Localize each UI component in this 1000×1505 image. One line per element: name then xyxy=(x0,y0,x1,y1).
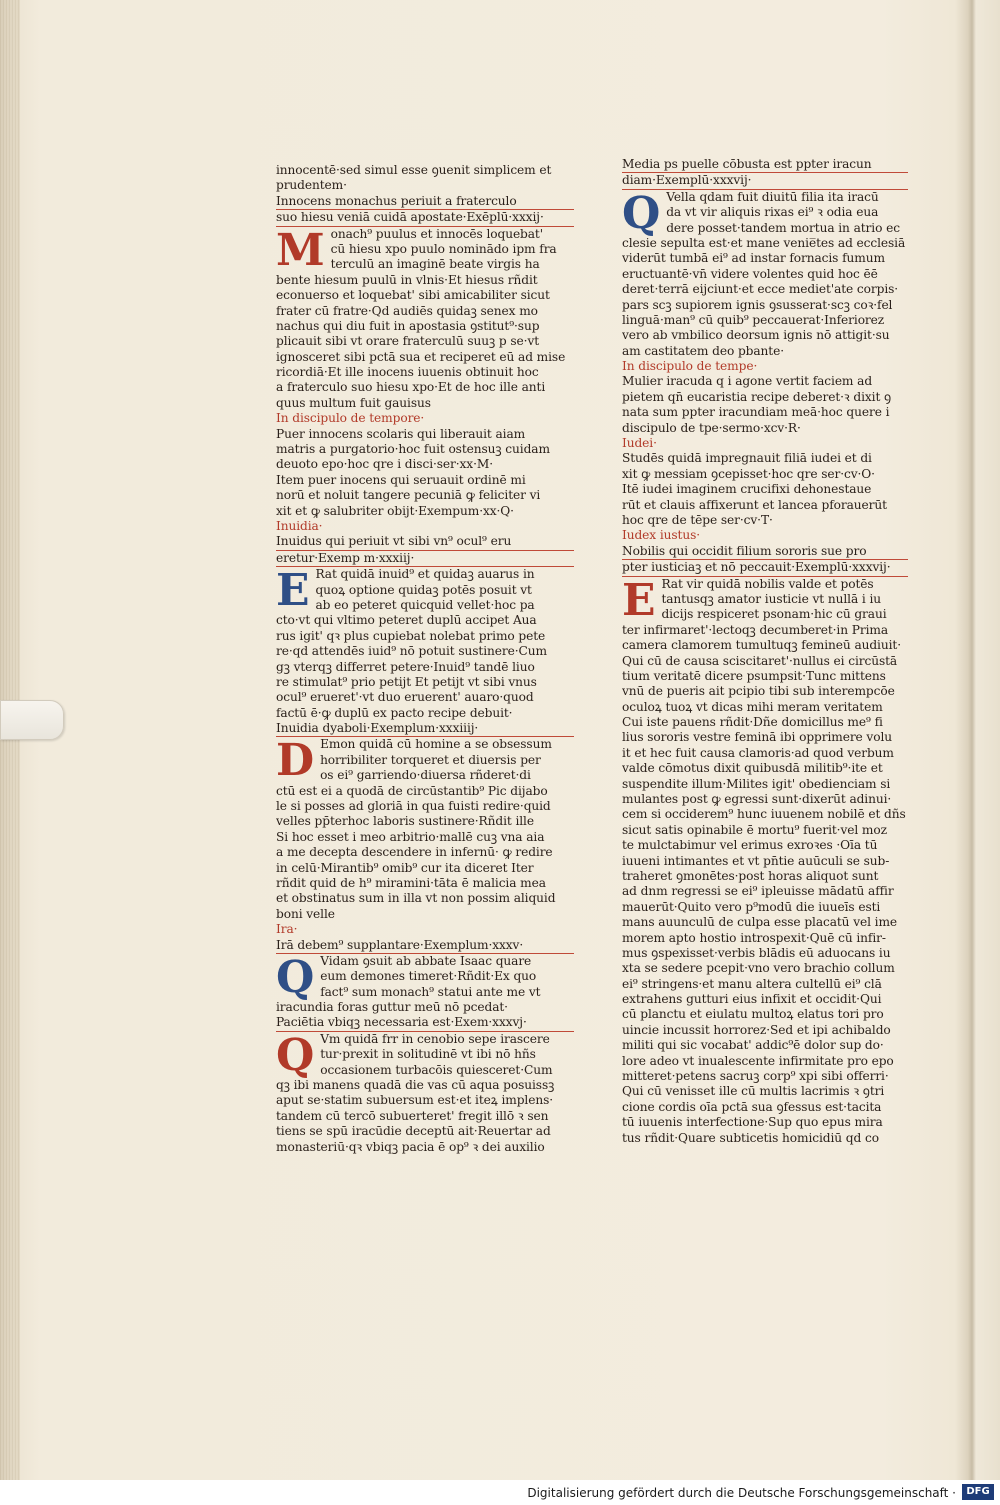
text-line: Si hoc esset i meo arbitrio·mallē cuꝫ vna aia xyxy=(276,829,545,844)
text-line: occasionem turbacōis quiesceret·Cum xyxy=(320,1062,553,1077)
text-line: ad dnm regressi se ei⁹ ipleuisse mādatū affir xyxy=(622,884,894,899)
text-line: hoc qre de tēpe ser·cv·T· xyxy=(622,512,773,527)
text-line: iracundia foras guttur meū nō pcedat· xyxy=(276,1000,508,1015)
text-line: ab eo peteret quicquid vellet·hoc pa xyxy=(315,597,535,612)
text-line: ter infirmaret'·lectoqꝫ decumberet·in Prima xyxy=(622,622,888,637)
text-line: ctū est ei a quodā de circūstantib⁹ Pic dijabo xyxy=(276,783,548,798)
text-line: am castitatem deo pbante· xyxy=(622,343,784,358)
text-line: mitteret·petens sacruꝫ corp⁹ xpi sibi offerri· xyxy=(622,1069,889,1084)
text-line: valde cōmotus dixit quibusdā militib⁹·ite et xyxy=(622,761,883,776)
text-line: le si posses ad gloriā in qua fuisti redire·quid xyxy=(276,799,551,814)
text-line: terculū an imaginē beate virgis ha xyxy=(330,257,540,272)
text-line: iuueni intimantes et vt pn̄tie auūculi se sub- xyxy=(622,853,890,868)
paragraph xyxy=(276,737,574,922)
left-text-column xyxy=(276,163,574,1155)
text-line: frater cū fratre·Qd audiēs quidaꝫ senex mo xyxy=(276,303,538,318)
text-line: Puer innocens scolaris qui liberauit aiam xyxy=(276,426,526,441)
text-line: clesie sepulta est·et mane venie̅tes ad ecclesiā xyxy=(622,235,906,250)
text-line: deuoto epo·hoc qre i disci·ser·xx·M· xyxy=(276,457,494,472)
rubric-heading: Paciētia vbiqꝫ necessaria est·Exem·xxxvj· xyxy=(276,1015,574,1031)
paragraph xyxy=(276,427,574,473)
text-line: velles pp̄terhoc laboris sustinere·Rñdit ille xyxy=(276,814,534,829)
text-line: quoꝝ optione quidaꝫ potēs posuit vt xyxy=(315,582,532,597)
text-line: traheret ꝯmonētes·post horas aliquot sunt xyxy=(622,868,879,883)
text-line: boni velle xyxy=(276,906,335,921)
text-line: bente hiesum puulū in vlnis·Et hiesus rñdit xyxy=(276,272,538,287)
text-line: dere posset·tandem mortua in atrio ec xyxy=(666,220,900,235)
rubric-heading: Innocens monachus periuit a fraterculo xyxy=(276,194,574,210)
text-line: innocentē·sed simul esse ꝯuenit simplicem et xyxy=(276,163,552,177)
rubric-heading: Nobilis qui occidit filium sororis sue pro xyxy=(622,544,908,560)
paragraph xyxy=(276,473,574,519)
text-line: cū hiesu xpo puulo nominādo ipm fra xyxy=(330,241,557,256)
dfg-logo-icon: DFG xyxy=(962,1484,994,1500)
text-line: viderūt tumbā ei⁹ ad instar fornacis fumum xyxy=(622,251,885,266)
paragraph xyxy=(276,951,574,1016)
text-line: Rat vir quidā nobilis valde et potēs xyxy=(661,576,874,591)
text-line: Emon quidā cū homine a se obsessum xyxy=(320,737,552,752)
text-line: sicut satis opinabile ē mortu⁹ fuerit·vel moz xyxy=(622,822,887,837)
rubric-heading: Media ps puelle cōbusta est ppter iracun xyxy=(622,157,908,173)
text-line: camera clamorem tumultuqꝫ femineū audiuit· xyxy=(622,638,901,653)
footer-bar xyxy=(0,1480,1000,1505)
text-line: pietem qn̄ eucaristia recipe deberet·ꝛ dixit ꝯ xyxy=(622,389,892,404)
section-heading: In discipulo de tempore· xyxy=(276,411,425,426)
text-line: nata sum ppter iracundiam meā·hoc quere i xyxy=(622,405,890,420)
text-line: fact⁹ sum monach⁹ statui ante me vt xyxy=(320,984,541,999)
text-line: Qui cū venisset ille cū multis lacrimis ꝛ ꝯtri xyxy=(622,1084,885,1099)
text-line: ignosceret sibi pctā sua et reciperet eū ad mise xyxy=(276,349,566,364)
para-a xyxy=(276,163,574,194)
text-line: linguā·man⁹ cū quib⁹ peccauerat·Inferiorez xyxy=(622,312,885,327)
text-line: Cui iste pauens rñdit·Dñe domicillus me⁹ fi xyxy=(622,715,883,730)
text-line: os ei⁹ garriendo·diuersa rñderet·di xyxy=(320,768,531,783)
text-line: tū iuuenis interfectione·Sup quo epus mira xyxy=(622,1115,883,1130)
rubric-heading: Inuidia dyaboli·Exemplum·xxxiiij· xyxy=(276,721,574,737)
rubric-heading: Inuidus qui periuit vt sibi vn⁹ ocul⁹ eru xyxy=(276,534,574,550)
decorated-initial: D xyxy=(276,735,315,787)
text-line: morem apto hostio introspexit·Quē cū infir- xyxy=(622,930,886,945)
text-line: lius sororis vestre feminā ibi opprimere volu xyxy=(622,730,892,745)
text-line: Studēs quidā impregnauit filiā iudei et di xyxy=(622,451,872,466)
text-line: da vt vir aliquis rixas ei⁹ ꝛ odia eua xyxy=(666,205,879,220)
decorated-initial: Q xyxy=(276,1029,315,1081)
section-heading: Ira· xyxy=(276,922,298,937)
text-line: onach⁹ puulus et innocēs loquebat' xyxy=(330,226,543,241)
text-line: rñdit quid de h⁹ miramini·tāta ē malicia mea xyxy=(276,875,546,890)
text-line: xta se sedere pcepit·vno vero brachio collum xyxy=(622,961,895,976)
text-line: cione cordis oīa pctā sua ꝯfessus est·tacita xyxy=(622,1099,882,1114)
text-line: ei⁹ stringens·et manu altera cultellū ei⁹ clā xyxy=(622,976,882,991)
text-line: quus multum fuit gauisus xyxy=(276,395,431,410)
text-line: xit et ꝙ salubriter obijt·Exempum·xx·Q· xyxy=(276,503,514,518)
text-line: extrahens gutturi eius infixit et occidit·Qui xyxy=(622,992,882,1007)
text-line: Vella qdam fuit diuitū filia ita iracū xyxy=(666,189,879,204)
paragraph xyxy=(622,187,908,359)
decorated-initial: Q xyxy=(622,187,661,239)
text-line: a fraterculo suo hiesu xpo·Et de hoc ille anti xyxy=(276,380,546,395)
text-line: eum demones timeret·Rñdit·Ex quo xyxy=(320,969,537,984)
section-heading: Iudex iustus· xyxy=(622,528,701,543)
text-line: ricordiā·Et ille inocens iuuenis obtinuit hoc xyxy=(276,365,539,380)
text-line: cū planctu et eiulatu multoꝝ elatus tori pro xyxy=(622,1007,884,1022)
text-line: tantusqꝫ amator iusticie vt nullā i iu xyxy=(661,591,881,606)
funding-credit: Digitalisierung gefördert durch die Deutsche Forschungsgemeinschaft · xyxy=(527,1486,956,1500)
text-line: Vidam ꝯsuit ab abbate Isaac quare xyxy=(320,953,532,968)
text-line: qꝫ ibi manens quadā die vas cū aqua posuissꝫ xyxy=(276,1078,555,1093)
text-line: uincie incussit horrorez·Sed et ipi achibaldo xyxy=(622,1022,891,1037)
text-line: lore adeo vt inualescente infirmitate pro epo xyxy=(622,1053,894,1068)
text-line: in celū·Mirantib⁹ omib⁹ cur ita diceret Iter xyxy=(276,860,534,875)
text-line: te mulctabimur vel erimus exroꝛes ·Oīa tū xyxy=(622,838,878,853)
paragraph xyxy=(276,567,574,721)
text-line: mulantes post ꝙ egressi sunt·dixerūt adinui· xyxy=(622,792,892,807)
text-line: dicijs respiceret psonam·hic cū graui xyxy=(661,607,887,622)
text-line: aput se·statim subuersum est·et iteꝝ implens· xyxy=(276,1093,553,1108)
text-line: rus igit' qꝛ plus cupiebat nolebat primo pete xyxy=(276,628,546,643)
text-line: Qui cū de causa sciscitaret'·nullus ei circūstā xyxy=(622,653,898,668)
text-line: plicauit sibi vt orare fraterculū suuꝫ p se·vt xyxy=(276,334,540,349)
text-line: Rat quidā inuid⁹ et quidaꝫ auarus in xyxy=(315,567,535,582)
text-line: horribiliter torqueret et diuersis per xyxy=(320,752,541,767)
text-line: pars scꝫ supiorem ignis ꝯsusserat·scꝫ coꝛ·fel xyxy=(622,297,893,312)
text-line: factū ē·ꝙ duplū ex pacto recipe debuit· xyxy=(276,705,513,720)
decorated-initial: E xyxy=(276,565,310,617)
text-line: xit ꝙ messiam ꝯcepisset·hoc qre ser·cv·O· xyxy=(622,466,875,481)
text-line: re·qd attendēs iuid⁹ nō potuit sustinere·Cum xyxy=(276,644,547,659)
text-line: tiens se spū iracūdie deceptū ait·Reuertar ad xyxy=(276,1124,551,1139)
text-line: Vm quidā frr in cenobio sepe irascere xyxy=(320,1031,550,1046)
text-line: ocul⁹ erueret'·vt duo eruerent' auaro·quod xyxy=(276,690,534,705)
text-line: tur·prexit in solitudinē vt ibi nō hñs xyxy=(320,1047,536,1062)
text-line: Item puer inocens qui seruauit ordinē mi xyxy=(276,472,526,487)
text-line: tium veritatē dicere psumpsit·Tunc mittens xyxy=(622,668,886,683)
text-line: Mulier iracuda q i agone vertit faciem ad xyxy=(622,374,873,389)
section-heading: In discipulo de tempe· xyxy=(622,359,758,374)
text-line: mauerūt·Quito vero p⁹modū die iuueīs esti xyxy=(622,899,881,914)
text-line: re stimulat⁹ prio petijt Et petijt vt sibi vnus xyxy=(276,674,537,689)
bookmark-strip xyxy=(0,700,64,740)
decorated-initial: E xyxy=(622,574,656,626)
text-line: oculoꝝ tuoꝝ vt dicas mihi meram veritatem xyxy=(622,699,883,714)
text-line: discipulo de tpe·sermo·xcv·R· xyxy=(622,420,801,435)
rubric-heading: eretur·Exemp m·xxxiij· xyxy=(276,551,574,567)
text-line: tus rñdit·Quare subticetis homicidiū qd co xyxy=(622,1130,879,1145)
section-heading: Iudei· xyxy=(622,436,657,451)
rubric-heading: diam·Exemplū·xxxvij· xyxy=(622,173,908,189)
text-line: cto·vt qui vltimo peteret duplū accipet Aua xyxy=(276,613,537,628)
paragraph xyxy=(622,374,908,436)
text-line: suspendite illum·Milites igit' obedienciam si xyxy=(622,776,891,791)
rubric-heading: Irā debem⁹ supplantare·Exemplum·xxxv· xyxy=(276,938,574,954)
text-line: rūt et clauis affixerunt et lancea pforauerūt xyxy=(622,497,887,512)
text-line: norū et noluit tangere pecuniā ꝙ feliciter vi xyxy=(276,488,541,503)
decorated-initial: Q xyxy=(276,951,315,1003)
text-line: mans auunculū de culpa esse placatū vel ime xyxy=(622,915,898,930)
text-line: it et hec fuit causa clamoris·ad quod verbum xyxy=(622,745,894,760)
paragraph xyxy=(276,224,574,412)
text-line: monasteriū·qꝛ vbiqꝫ pacia ē op⁹ ꝛ dei auxilio xyxy=(276,1139,545,1154)
text-line: matris a purgatorio·hoc fuit ostensuꝫ cuidam xyxy=(276,442,550,457)
text-line: eructuantē·vn̄ videre volentes quid hoc ēē xyxy=(622,266,878,281)
text-line: prudentem· xyxy=(276,178,347,193)
text-line: mus ꝯspexisset·verbis blādis eū aduocans iu xyxy=(622,945,891,960)
text-line: Itē iudei imaginem crucifixi dehonestaue xyxy=(622,482,872,497)
text-line: cem si occiderem⁹ hunc iuuenem nobilē et dñs xyxy=(622,807,906,822)
paragraph xyxy=(276,1029,574,1155)
text-line: nachus qui diu fuit in apostasia ꝯstitut⁹·sup xyxy=(276,318,540,333)
page-edge xyxy=(0,0,20,1480)
text-line: a me decepta descendere in infernū· ꝙ redire xyxy=(276,845,553,860)
paragraph xyxy=(622,574,908,1146)
text-line: et obstinatus sum in illa vt non possim aliquid xyxy=(276,891,556,906)
text-line: gꝫ vterqꝫ differret petere·Inuid⁹ tandē liuo xyxy=(276,659,535,674)
rubric-heading: suo hiesu veniā cuidā apostate·Exēplū·xxxij· xyxy=(276,210,574,226)
text-line: vero ab vmbilico deorsum ignis nō attigit·su xyxy=(622,328,890,343)
right-text-column xyxy=(622,157,908,1146)
section-heading: Inuidia· xyxy=(276,518,323,533)
text-line: tandem cū tercō subuerteret' fregit illō ꝛ sen xyxy=(276,1108,549,1123)
text-line: militi qui sic vocabat' addic⁹ē dolor sup do· xyxy=(622,1038,884,1053)
text-line: vnū de pueris ait pcipio tibi sub interempcōe xyxy=(622,684,895,699)
text-line: econuerso et loquebat' sibi amicabiliter sicut xyxy=(276,288,550,303)
rubric-heading: pter iusticiaꝫ et nō peccauit·Exemplū·xxxvij· xyxy=(622,560,908,576)
decorated-initial: M xyxy=(276,224,325,276)
paragraph xyxy=(622,451,908,528)
text-line: deret·terrā eijciunt·et ecce mediet'ate corpis· xyxy=(622,282,899,297)
